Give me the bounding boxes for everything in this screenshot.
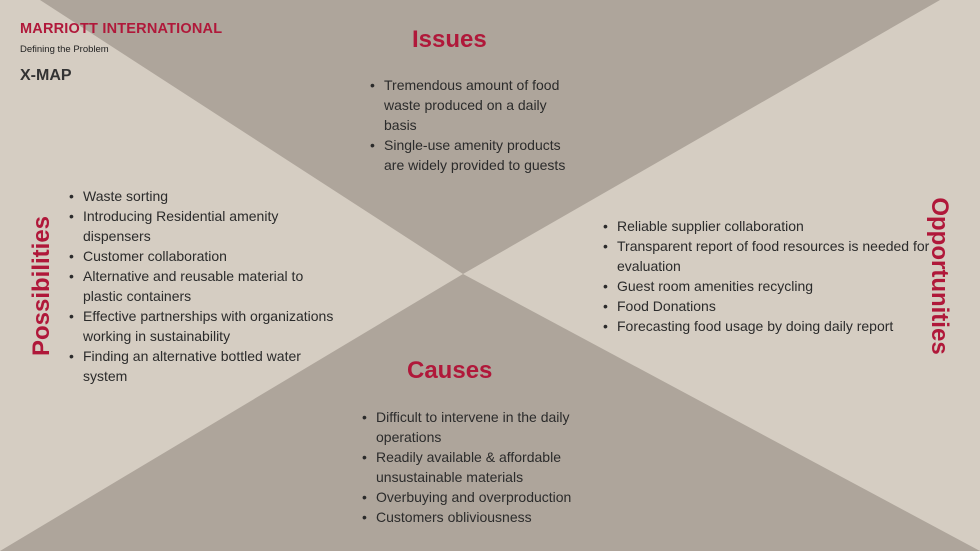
causes-list xyxy=(362,407,602,527)
list-item: • Customer collaboration xyxy=(69,246,344,266)
opportunities-heading: Opportunities xyxy=(926,197,953,355)
issues-list xyxy=(370,75,580,175)
list-item: • Food Donations xyxy=(603,296,933,316)
list-item: • Customers obliviousness xyxy=(362,507,602,527)
possibilities-list xyxy=(69,186,344,386)
list-item: • Finding an alternative bottled water system xyxy=(69,346,344,386)
list-item: • Forecasting food usage by doing daily report xyxy=(603,316,933,336)
causes-heading: Causes xyxy=(407,357,493,384)
list-item: • Waste sorting xyxy=(69,186,344,206)
list-item: • Reliable supplier collaboration xyxy=(603,216,933,236)
list-item: • Overbuying and overproduction xyxy=(362,487,602,507)
list-item: • Readily available & affordable unsustainable materials xyxy=(362,447,602,487)
list-item: • Guest room amenities recycling xyxy=(603,276,933,296)
map-title: X-MAP xyxy=(20,67,72,84)
possibilities-heading: Possibilities xyxy=(28,215,55,357)
list-item: • Introducing Residential amenity dispensers xyxy=(69,206,344,246)
opportunities-list xyxy=(603,216,933,336)
list-item: • Effective partnerships with organizations working in sustainability xyxy=(69,306,344,346)
list-item: • Transparent report of food resources is needed for evaluation xyxy=(603,236,933,276)
list-item: • Alternative and reusable material to plastic containers xyxy=(69,266,344,306)
list-item: • Tremendous amount of food waste produced on a daily basis xyxy=(370,75,580,135)
list-item: • Single-use amenity products are widely provided to guests xyxy=(370,135,580,175)
page-subtitle: Defining the Problem xyxy=(20,44,109,55)
brand-title: MARRIOTT INTERNATIONAL xyxy=(20,21,223,37)
list-item: • Difficult to intervene in the daily operations xyxy=(362,407,602,447)
issues-heading: Issues xyxy=(412,26,487,53)
